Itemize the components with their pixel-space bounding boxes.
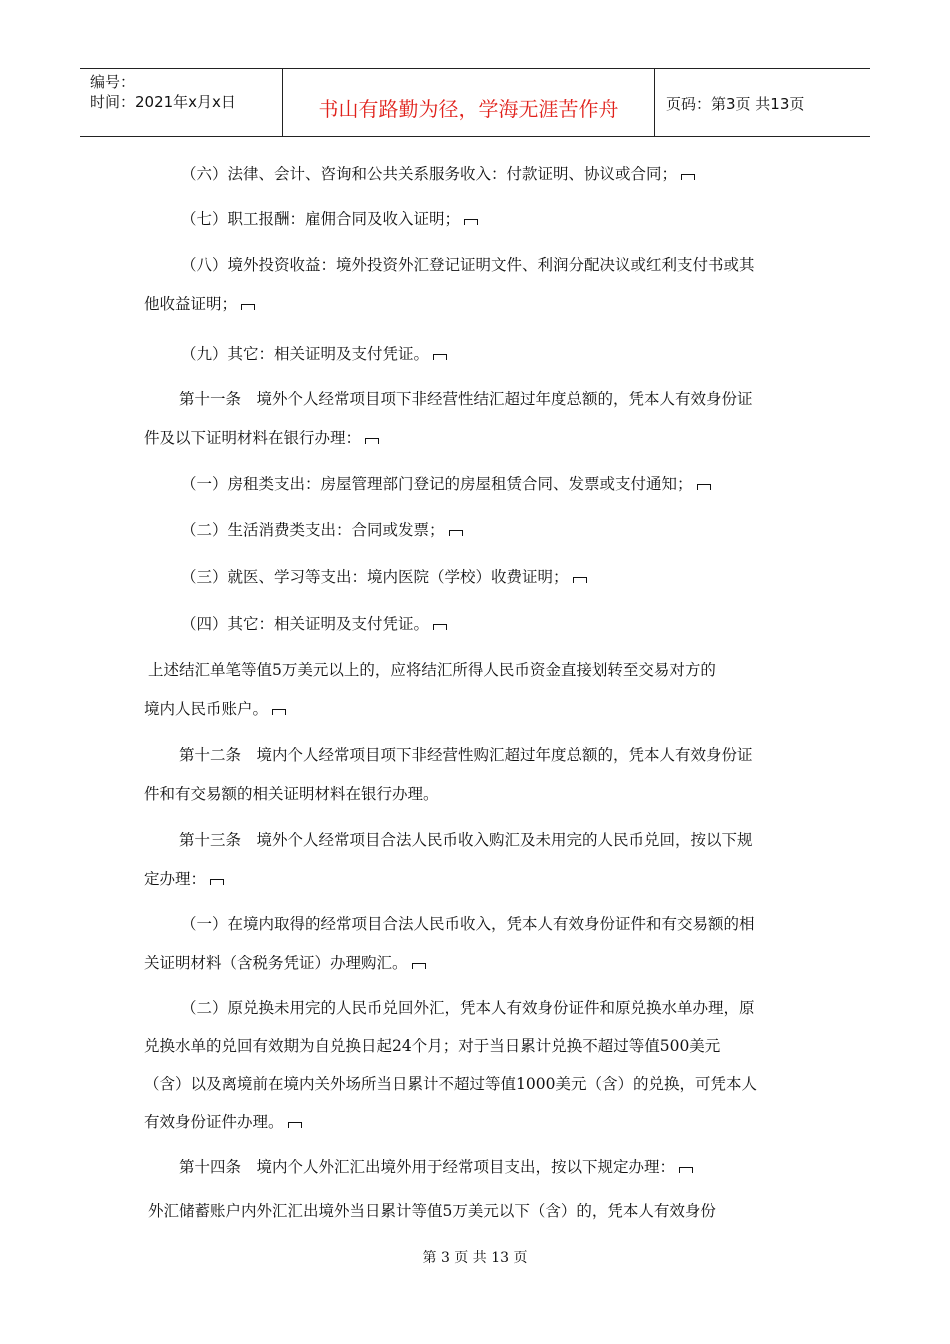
return-mark-icon — [464, 219, 478, 225]
return-mark-icon — [679, 1167, 693, 1173]
paragraph-text: 兑换水单的兑回有效期为自兑换日起24个月；对于当日累计兑换不超过等值500美元 — [144, 1037, 721, 1055]
document-header — [80, 68, 870, 137]
document-number-label: 编号： — [90, 73, 136, 91]
paragraph-text: （一）在境内取得的经常项目合法人民币收入，凭本人有效身份证件和有交易额的相 — [181, 915, 755, 933]
paragraph-text: （六）法律、会计、咨询和公共关系服务收入：付款证明、协议或合同； — [181, 165, 678, 183]
return-mark-icon — [449, 530, 463, 536]
return-mark-icon — [365, 438, 379, 444]
header-motto-cell — [282, 69, 655, 136]
page-footer: 第 3 页 共 13 页 — [422, 1250, 528, 1266]
paragraph-text: （七）职工报酬：雇佣合同及收入证明； — [181, 210, 461, 228]
paragraph-text: 有效身份证件办理。 — [144, 1113, 284, 1131]
return-mark-icon — [288, 1122, 302, 1128]
return-mark-icon — [433, 354, 447, 360]
paragraph-text: （三）就医、学习等支出：境内医院（学校）收费证明； — [181, 568, 569, 586]
header-page-cell — [654, 69, 870, 136]
paragraph-text: 他收益证明； — [144, 295, 238, 313]
paragraph-text: （二）生活消费类支出：合同或发票； — [181, 521, 445, 539]
paragraph-text: （九）其它：相关证明及支付凭证。 — [181, 345, 430, 363]
paragraph-text: 件和有交易额的相关证明材料在银行办理。 — [144, 785, 439, 803]
paragraph-text: （含）以及离境前在境内关外场所当日累计不超过等值1000美元（含）的兑换，可凭本人 — [144, 1075, 757, 1093]
return-mark-icon — [210, 879, 224, 885]
document-date-label: 时间：2021年x月x日 — [90, 93, 236, 111]
return-mark-icon — [433, 624, 447, 630]
return-mark-icon — [573, 577, 587, 583]
paragraph-text: 上述结汇单笔等值5万美元以上的，应将结汇所得人民币资金直接划转至交易对方的 — [148, 661, 716, 679]
paragraph-text: 第十三条 境外个人经常项目合法人民币收入购汇及未用完的人民币兑回，按以下规 — [179, 831, 753, 849]
paragraph-text: 第十四条 境内个人外汇汇出境外用于经常项目支出，按以下规定办理： — [179, 1158, 676, 1176]
paragraph-text: 关证明材料（含税务凭证）办理购汇。 — [144, 954, 408, 972]
paragraph-text: （二）原兑换未用完的人民币兑回外汇，凭本人有效身份证件和原兑换水单办理，原 — [181, 999, 755, 1017]
return-mark-icon — [272, 709, 286, 715]
return-mark-icon — [681, 174, 695, 180]
paragraph-text: 第十二条 境内个人经常项目项下非经营性购汇超过年度总额的，凭本人有效身份证 — [179, 746, 753, 764]
paragraph-text: 境内人民币账户。 — [144, 700, 269, 718]
paragraph-text: （一）房租类支出：房屋管理部门登记的房屋租赁合同、发票或支付通知； — [181, 475, 693, 493]
header-page-number: 页码：第3页 共13页 — [666, 95, 805, 113]
paragraph-text: 外汇储蓄账户内外汇汇出境外当日累计等值5万美元以下（含）的，凭本人有效身份 — [148, 1202, 716, 1220]
header-info-cell — [80, 69, 282, 136]
paragraph-text: 第十一条 境外个人经常项目项下非经营性结汇超过年度总额的，凭本人有效身份证 — [179, 390, 753, 408]
header-motto: 书山有路勤为径，学海无涯苦作舟 — [318, 97, 619, 121]
paragraph-text: （八）境外投资收益：境外投资外汇登记证明文件、利润分配决议或红利支付书或其 — [181, 256, 755, 274]
return-mark-icon — [241, 304, 255, 310]
paragraph-text: 件及以下证明材料在银行办理： — [144, 429, 362, 447]
paragraph-text: （四）其它：相关证明及支付凭证。 — [181, 615, 430, 633]
paragraph-text: 定办理： — [144, 870, 207, 888]
return-mark-icon — [697, 484, 711, 490]
return-mark-icon — [412, 963, 426, 969]
